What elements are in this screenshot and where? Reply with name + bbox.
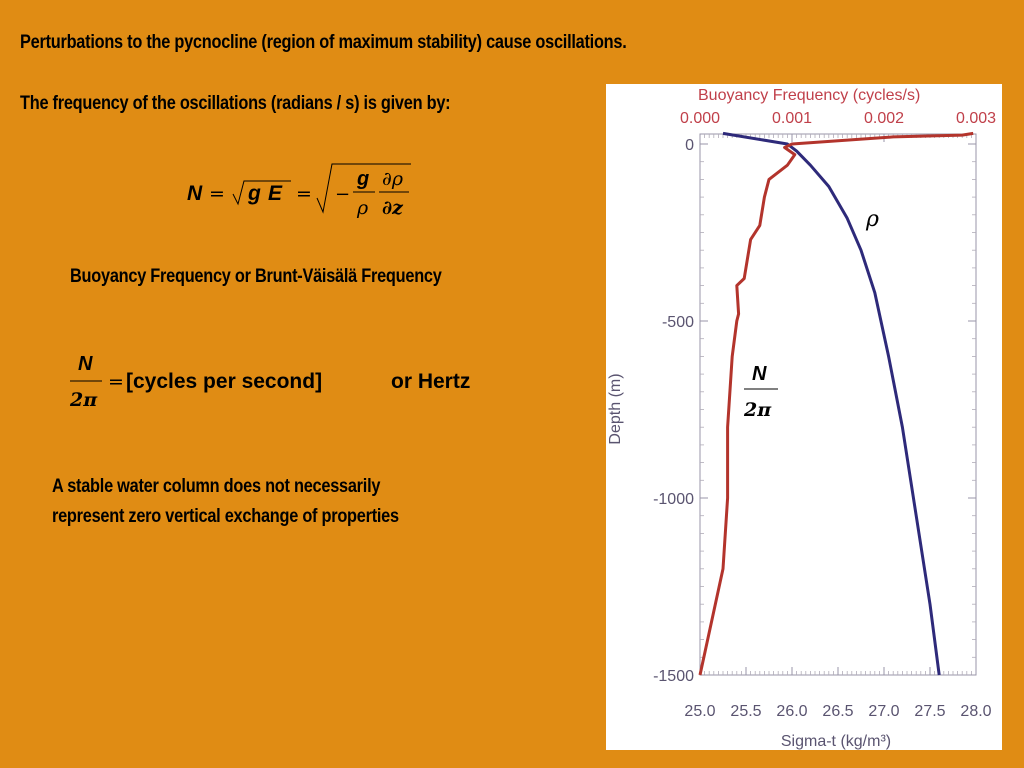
y-tick-label: -500 xyxy=(661,314,694,331)
y-tick-label: -1500 xyxy=(653,668,694,685)
bottom-tick-label: 28.0 xyxy=(960,703,992,720)
y-tick-label: 0 xyxy=(685,137,694,154)
eq1-minus: − xyxy=(335,184,351,205)
top-tick-label: 0.001 xyxy=(771,110,813,127)
formula-intro: The frequency of the oscillations (radians / s) is given by: xyxy=(20,93,451,114)
eq1-equals-2: = xyxy=(296,183,312,205)
eq1-partial-z: ∂z xyxy=(382,197,403,219)
eq2-bracket-text: [cycles per second] xyxy=(126,370,323,393)
stable-column-line-2: represent zero vertical exchange of properties xyxy=(52,506,399,527)
top-axis-label: Buoyancy Frequency (cycles/s) xyxy=(698,87,921,104)
eq2-equals: = xyxy=(108,371,124,393)
stable-column-line-1: A stable water column does not necessarily xyxy=(52,476,381,497)
slide-title: Perturbations to the pycnocline (region of maximum stability) cause oscillations. xyxy=(20,32,627,53)
bottom-tick-label: 26.0 xyxy=(776,703,808,720)
bottom-tick-label: 25.0 xyxy=(684,703,716,720)
eq1-sqrt-1 xyxy=(233,181,291,204)
eq1-g: g xyxy=(248,182,261,205)
eq1-equals-1: = xyxy=(209,183,225,205)
eq1-e: E xyxy=(268,182,283,205)
eq1-num-g: g xyxy=(357,168,370,190)
top-tick-label: 0.000 xyxy=(679,110,721,127)
top-tick-label: 0.002 xyxy=(863,110,905,127)
y-axis-label: Depth (m) xyxy=(607,373,624,445)
eq2-or-hertz: or Hertz xyxy=(391,370,471,393)
buoyancy-caption: Buoyancy Frequency or Brunt-Väisälä Frequency xyxy=(70,266,442,287)
eq2-num: N xyxy=(78,353,93,375)
hertz-equation xyxy=(66,348,506,418)
plot-svg xyxy=(606,84,1002,750)
bottom-tick-label: 27.5 xyxy=(914,703,946,720)
bottom-tick-label: 25.5 xyxy=(730,703,762,720)
buoyancy-equation xyxy=(185,160,425,235)
bottom-axis-label: Sigma-t (kg/m³) xyxy=(780,733,892,750)
buoyancy-equation-svg xyxy=(185,160,425,235)
top-tick-label: 0.003 xyxy=(955,110,997,127)
n-annotation-numerator: N xyxy=(752,363,767,385)
frequency-line xyxy=(700,133,973,675)
n-annotation-denominator: 2π xyxy=(744,399,772,421)
eq1-partial-rho: ∂ρ xyxy=(382,168,403,190)
eq2-den: 2π xyxy=(70,389,98,411)
rho-annotation: ρ xyxy=(866,207,879,232)
hertz-equation-svg xyxy=(66,348,506,418)
density-frequency-plot xyxy=(606,84,1002,750)
eq1-n: N xyxy=(187,182,203,205)
bottom-tick-label: 27.0 xyxy=(868,703,900,720)
bottom-tick-label: 26.5 xyxy=(822,703,854,720)
eq1-den-rho: ρ xyxy=(357,197,369,219)
y-tick-label: -1000 xyxy=(653,491,694,508)
plot-frame xyxy=(700,134,976,675)
